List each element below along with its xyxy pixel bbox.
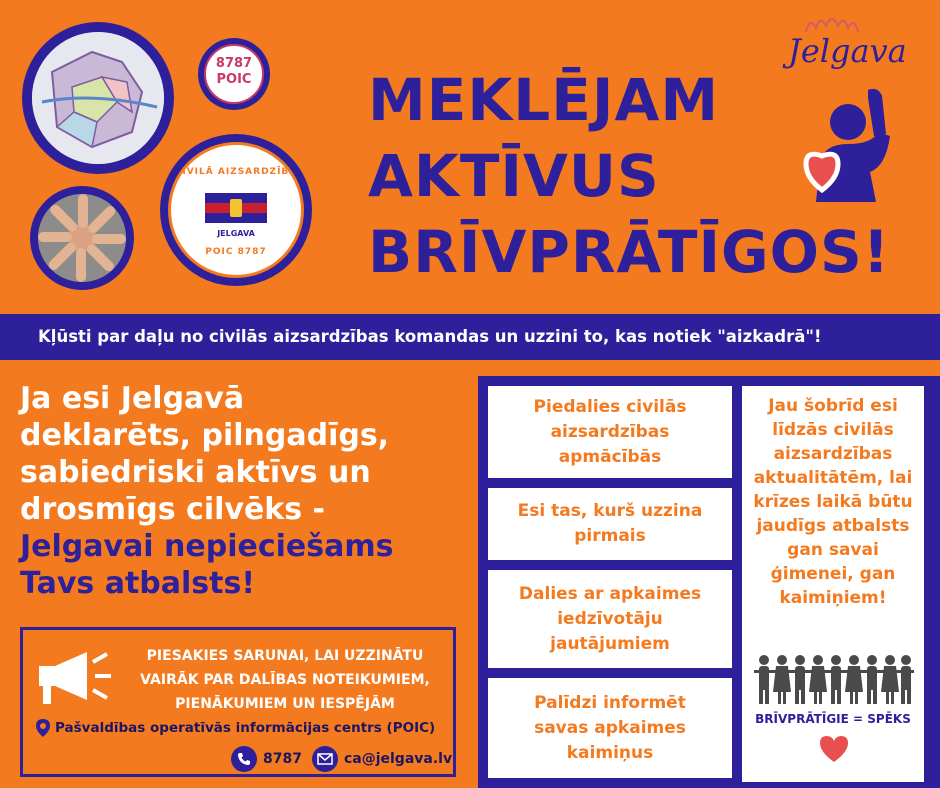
email-icon [312,746,338,772]
seal-flag [205,193,267,223]
heart-icon [818,734,850,764]
intro-line: sabiedriski aktīvs un [20,455,371,490]
headline-line-3: BRĪVPRĀTĪGOS! [368,218,891,286]
intro-line-highlight: Jelgavai nepieciešams [20,529,394,564]
volunteer-heart-icon [790,82,920,212]
contact-heading [119,644,451,716]
intro-line-highlight: Tavs atbalsts! [20,566,256,601]
poic-label: POIC [216,72,252,87]
poic-badge [198,38,270,110]
headline-line-1: MEKLĒJAM [368,66,720,134]
benefit-text: Palīdzi informēt savas apkaimes kaimiņus [534,692,686,763]
headline-line-2: AKTĪVUS [368,142,660,210]
side-card [742,386,924,782]
banner [0,314,940,360]
benefit-card [488,488,732,560]
poic-number: 8787 [215,56,253,71]
phone-icon [231,746,257,772]
crown-icon [802,12,862,34]
banner-text: Kļūsti par daļu no civilās aizsardzības komandas un uzzini to, kas notiek "aizkadrā"! [38,327,822,346]
contact-box [20,627,456,777]
contact-heading-line: VAIRĀK PAR DALĪBAS NOTEIKUMIEM, [140,672,430,688]
hands-illustration [38,194,126,282]
contact-location [35,718,435,738]
email-address[interactable]: ca@jelgava.lv [343,751,453,767]
map-illustration [32,32,164,164]
intro-line: Ja esi Jelgavā [20,381,245,416]
location-text: Pašvaldības operatīvās informācijas centrs (POIC) [55,720,436,736]
benefit-text: Esi tas, kurš uzzina pirmais [517,501,703,546]
seal-top-text: CIVILĀ AIZSARDZĪBA [174,167,298,177]
map-photo-circle [22,22,174,174]
benefit-card [488,386,732,478]
seal-city: JELGAVA [217,229,255,238]
people-group-icon [754,652,914,706]
jelgava-logo [788,8,928,80]
megaphone-icon [35,648,113,710]
benefit-card [488,678,732,778]
intro-text [20,380,460,602]
contact-row [231,746,452,772]
slogan: BRĪVPRĀTĪGIE = SPĒKS [755,712,911,726]
logo-text: Jelgava [788,32,907,70]
hands-photo-circle [30,186,134,290]
intro-line: deklarēts, pilngadīgs, [20,418,390,453]
side-card-text: Jau šobrīd esi līdzās civilās aizsardzības aktualitātēm, lai krīzes laikā būtu jaudīgs atbalsts gan savai ģimenei, gan kaimiņiem! [753,396,913,608]
intro-line: drosmīgs cilvēks - [20,492,326,527]
location-pin-icon [35,718,51,738]
phone-number[interactable]: 8787 [263,751,302,767]
benefit-text: Dalies ar apkaimes iedzīvotāju jautājumiem [518,583,702,654]
contact-heading-line: PIENĀKUMIEM UN IESPĒJĀM [175,696,395,712]
seal-bottom-text: POIC 8787 [205,247,267,257]
benefit-text: Piedalies civilās aizsardzības apmācībās [533,396,687,467]
civil-defence-seal [160,134,312,286]
contact-heading-line: PIESAKIES SARUNAI, LAI UZZINĀTU [146,648,424,664]
benefit-card [488,570,732,668]
